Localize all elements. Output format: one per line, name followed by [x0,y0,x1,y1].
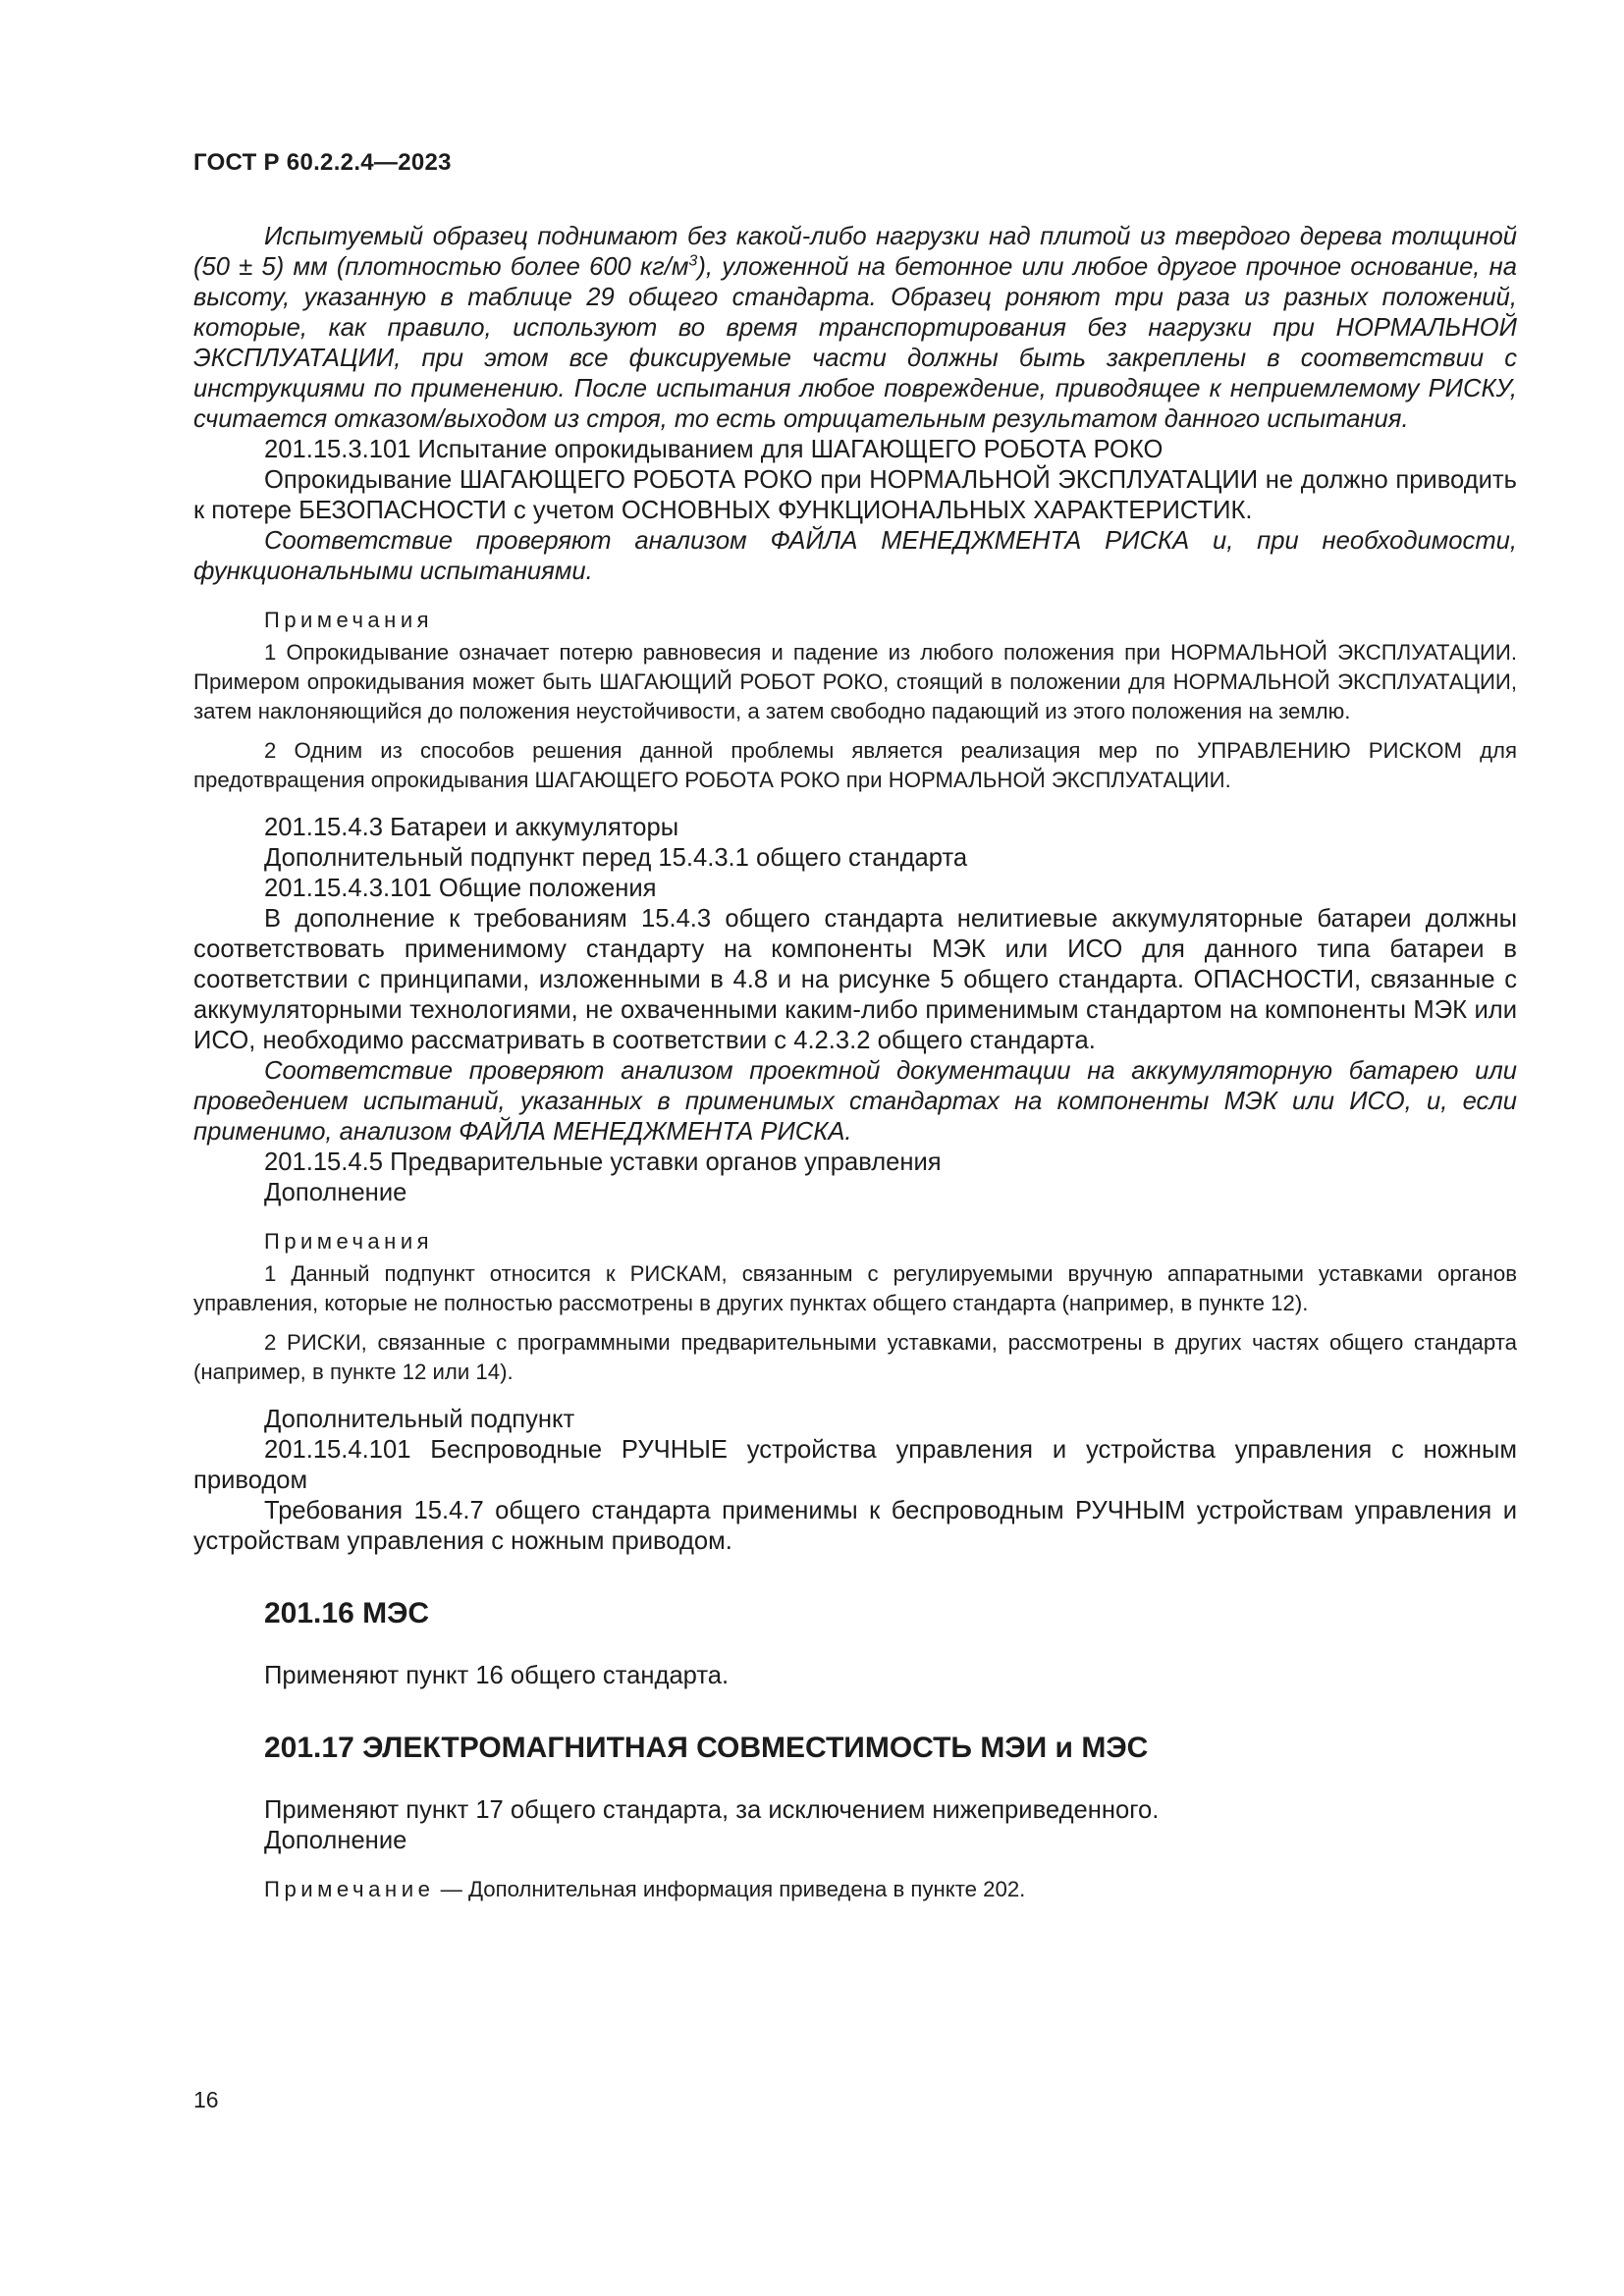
requirement-paragraph: Опрокидывание ШАГАЮЩЕГО РОБОТА РОКО при НОРМАЛЬНОЙ ЭКСПЛУАТАЦИИ не должно приводить к потере БЕЗОПАСНОСТИ с учетом ОСНОВНЫХ ФУНКЦИОНАЛЬНЫХ ХАРАКТЕРИСТИК. [193,466,1517,524]
page-number: 16 [193,2087,219,2112]
section-title-17: 201.17 ЭЛЕКТРОМАГНИТНАЯ СОВМЕСТИМОСТЬ МЭИ и МЭС [264,1732,1149,1764]
section-title-16: 201.16 МЭС [264,1597,430,1629]
additional-subclause-line: Дополнительный подпункт перед 15.4.3.1 общего стандарта [264,844,968,872]
notes-label: Примечания [264,608,434,632]
note-item: 1 Данный подпункт относится к РИСКАМ, связанным с регулируемыми вручную аппаратными уставками органов управления, которые не полностью рассмотрены в других пунктах общего стандарта (например, в пункте 12). [193,1261,1517,1315]
addition-line: Дополнение [264,1179,407,1206]
subclause-heading-batteries: 201.15.4.3 Батареи и аккумуляторы [264,814,679,841]
subclause-heading-tipover: 201.15.3.101 Испытание опрокидыванием для ШАГАЮЩЕГО РОБОТА РОКО [264,436,1164,463]
note-item: 2 РИСКИ, связанные с программными предварительными уставками, рассмотрены в других частях общего стандарта (например, в пункте 12 или 14). [193,1330,1517,1384]
note-item: 1 Опрокидывание означает потерю равновесия и падение из любого положения при НОРМАЛЬНОЙ ЭКСПЛУАТАЦИИ. Примером опрокидывания может быть ШАГАЮЩИЙ РОБОТ РОКО, стоящий в положении для НОРМАЛЬНОЙ ЭКСПЛУАТАЦИИ, затем наклоняющийся до положения неустойчивости, а затем свободно падающий из этого положения на землю. [193,640,1517,723]
section-16-text: Применяют пункт 16 общего стандарта. [264,1662,730,1689]
note-item: 2 Одним из способов решения данной проблемы является реализация мер по УПРАВЛЕНИЮ РИСКОМ для предотвращения опрокидывания ШАГАЮЩЕГО РОБОТА РОКО при НОРМАЛЬНОЙ ЭКСПЛУАТАЦИИ. [193,738,1517,792]
test-procedure-paragraph: Испытуемый образец поднимают без какой-либо нагрузки над плитой из твердого дерева толщиной (50 ± 5) мм (плотностью более 600 $кг/м^3$), уложенной на бетонное или любое другое прочное основание, на высоту, указанную в таблице 29 общего стандарта. Образец роняют три раза из разных положений, которые, как правило, используют во время транспортирования без нагрузки при НОРМАЛЬНОЙ ЭКСПЛУАТАЦИИ, при этом все фиксируемые части должны быть закреплены в соответствии с инструкциями по применению. После испытания любое повреждение, приводящее к неприемлемому РИСКУ, считается отказом/выходом из строя, то есть отрицательным результатом данного испытания. [193,223,1517,433]
requirement-paragraph: Требования 15.4.7 общего стандарта применимы к беспроводным РУЧНЫМ устройствам управления и устройствам управления с ножным приводом. [193,1497,1517,1555]
subclause-heading-wireless: 201.15.4.101 Беспроводные РУЧНЫЕ устройства управления и устройства управления с ножным приводом [193,1436,1517,1494]
superscript: 3 [688,252,698,270]
subclause-heading-general: 201.15.4.3.101 Общие положения [264,875,657,902]
document-id-header: ГОСТ Р 60.2.2.4—2023 [193,149,452,176]
single-note [193,1876,1517,1903]
note-label: Примечание [264,1877,435,1901]
compliance-paragraph: Соответствие проверяют анализом ФАЙЛА МЕНЕДЖМЕНТА РИСКА и, при необходимости, функциональными испытаниями. [193,527,1517,585]
page-body [193,222,1517,1903]
additional-subclause-line: Дополнительный подпункт [264,1406,575,1433]
note-text: — Дополнительная информация приведена в пункте 202. [434,1877,1026,1901]
notes-label: Примечания [264,1229,434,1254]
requirement-paragraph: В дополнение к требованиям 15.4.3 общего стандарта нелитиевые аккумуляторные батареи должны соответствовать применимому стандарту на компоненты МЭК или ИСО для данного типа батареи в соответствии с принципами, изложенными в 4.8 и на рисунке 5 общего стандарта. ОПАСНОСТИ, связанные с аккумуляторными технологиями, не охваченными каким-либо применимым стандартом на компоненты МЭК или ИСО, необходимо рассматривать в соответствии с 4.2.3.2 общего стандарта. [193,905,1517,1054]
addition-line: Дополнение [264,1827,407,1854]
compliance-paragraph: Соответствие проверяют анализом проектной документации на аккумуляторную батарею или проведением испытаний, указанных в применимых стандартах на компоненты МЭК или ИСО, и, если применимо, анализом ФАЙЛА МЕНЕДЖМЕНТА РИСКА. [193,1057,1517,1146]
section-17-text: Применяют пункт 17 общего стандарта, за исключением нижеприведенного. [264,1796,1160,1824]
subclause-heading-presets: 201.15.4.5 Предварительные уставки органов управления [264,1148,942,1176]
